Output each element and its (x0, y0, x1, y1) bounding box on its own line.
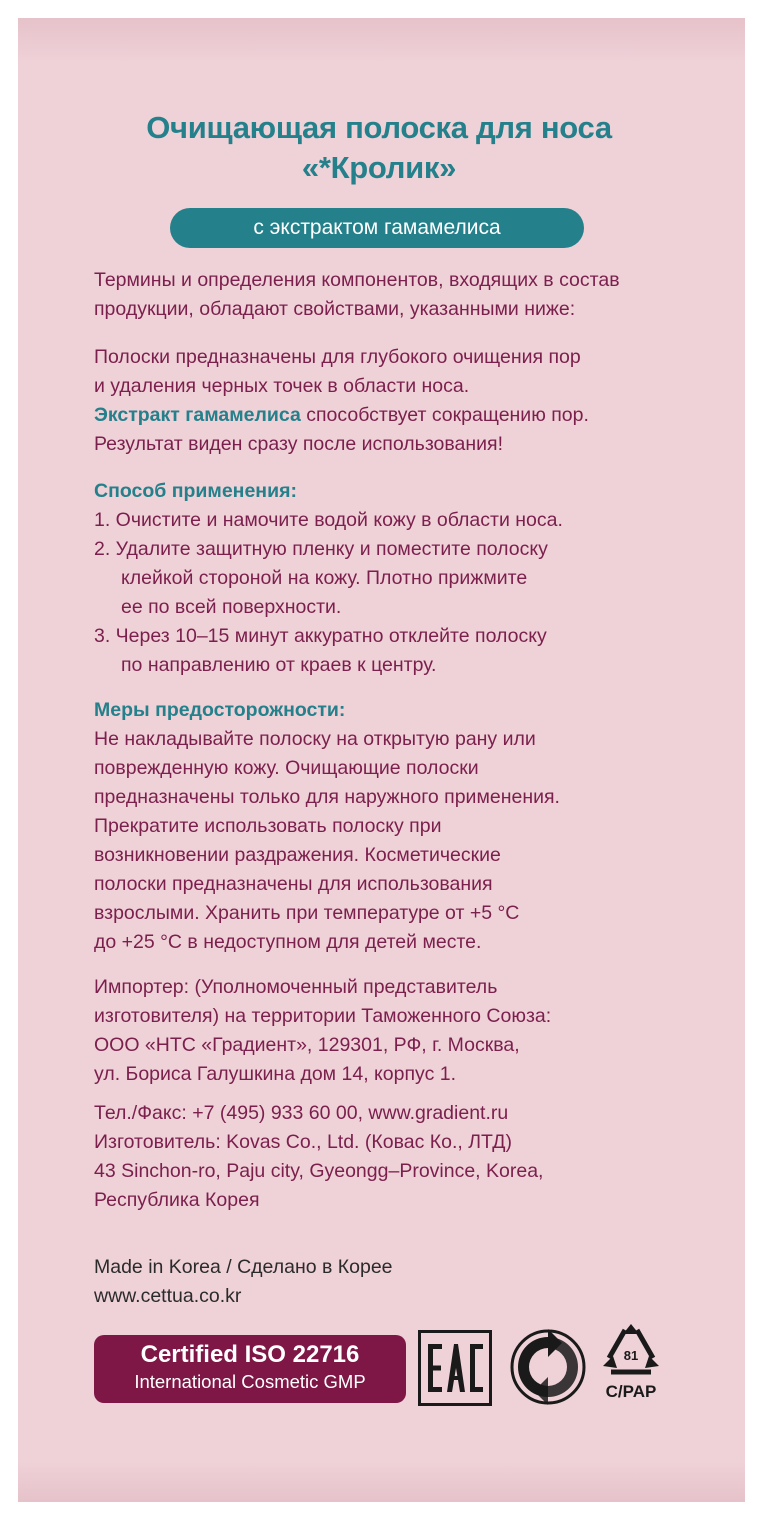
precautions-heading: Меры предосторожности: (94, 699, 346, 721)
iso-certified-badge (94, 1335, 406, 1403)
precautions-line: поврежденную кожу. Очищающие полоски (94, 757, 479, 779)
description-text (94, 343, 694, 459)
description-line: Полоски предназначены для глубокого очищения пор (94, 346, 581, 368)
usage-line: 3. Через 10–15 минут аккуратно отклейте полоску (94, 625, 547, 647)
product-title (94, 108, 664, 188)
importer-line: ул. Бориса Галушкина дом 14, корпус 1. (94, 1063, 456, 1085)
contacts-text (94, 1099, 694, 1215)
importer-line: Импортер: (Уполномоченный представитель (94, 976, 498, 998)
usage-line: 2. Удалите защитную пленку и поместите полоску (94, 538, 548, 560)
precautions-line: Прекратите использовать полоску при (94, 815, 442, 837)
usage-heading: Способ применения: (94, 480, 297, 502)
usage-line: клейкой стороной на кожу. Плотно прижмите (121, 567, 528, 589)
badge-title: Certified ISO 22716 (140, 1341, 360, 1368)
precautions-line: Не накладывайте полоску на открытую рану или (94, 728, 536, 750)
origin-text (94, 1253, 694, 1311)
importer-text (94, 973, 694, 1089)
precautions-line: предназначены только для наружного применения. (94, 786, 560, 808)
importer-line: ООО «НТС «Градиент», 129301, РФ, г. Москва, (94, 1034, 520, 1056)
usage-section (94, 477, 694, 680)
subtitle-pill: с экстрактом гамамелиса (170, 208, 584, 248)
recycling-code-icon (599, 1322, 663, 1408)
precautions-line: до +25 °С в недоступном для детей месте. (94, 931, 482, 953)
contacts-line: 43 Sinchon-ro, Paju city, Gyeongg–Province, Korea, (94, 1160, 544, 1182)
terms-line: продукции, обладают свойствами, указанными ниже: (94, 298, 576, 320)
usage-line: 1. Очистите и намочите водой кожу в области носа. (94, 509, 563, 531)
contacts-line: Республика Корея (94, 1189, 260, 1211)
made-in-line: Made in Korea / Сделано в Корее (94, 1256, 393, 1278)
recycle-code-number: 81 (623, 1348, 639, 1363)
badge-subtitle: International Cosmetic GMP (134, 1371, 366, 1392)
description-line: и удаления черных точек в области носа. (94, 375, 470, 397)
precautions-line: полоски предназначены для использования (94, 873, 493, 895)
precautions-section (94, 696, 694, 957)
hamamelis-accent: Экстракт гамамелиса (94, 404, 301, 426)
description-line (94, 401, 694, 430)
website-line: www.cettua.co.kr (94, 1285, 242, 1307)
terms-line: Термины и определения компонентов, входящих в состав (94, 269, 620, 291)
description-line-rest: способствует сокращению пор. (300, 404, 589, 426)
contacts-line: Изготовитель: Kovas Co., Ltd. (Ковас Ко., ЛТД) (94, 1131, 512, 1153)
importer-line: изготовителя) на территории Таможенного Союза: (94, 1005, 552, 1027)
green-dot-icon (509, 1328, 587, 1406)
terms-text (94, 266, 694, 324)
title-line-2: «*Кролик» (301, 150, 457, 185)
description-line: Результат виден сразу после использования! (94, 433, 504, 455)
recycle-material-label: C/PAP (605, 1382, 657, 1401)
precautions-line: взрослыми. Хранить при температуре от +5 °С (94, 902, 520, 924)
precautions-line: возникновении раздражения. Косметические (94, 844, 501, 866)
contacts-line: Тел./Факс: +7 (495) 933 60 00, www.gradient.ru (94, 1102, 509, 1124)
usage-line: ее по всей поверхности. (121, 596, 342, 618)
eac-mark-icon (418, 1330, 492, 1406)
usage-line: по направлению от краев к центру. (121, 654, 437, 676)
title-line-1: Очищающая полоска для носа (146, 110, 612, 145)
